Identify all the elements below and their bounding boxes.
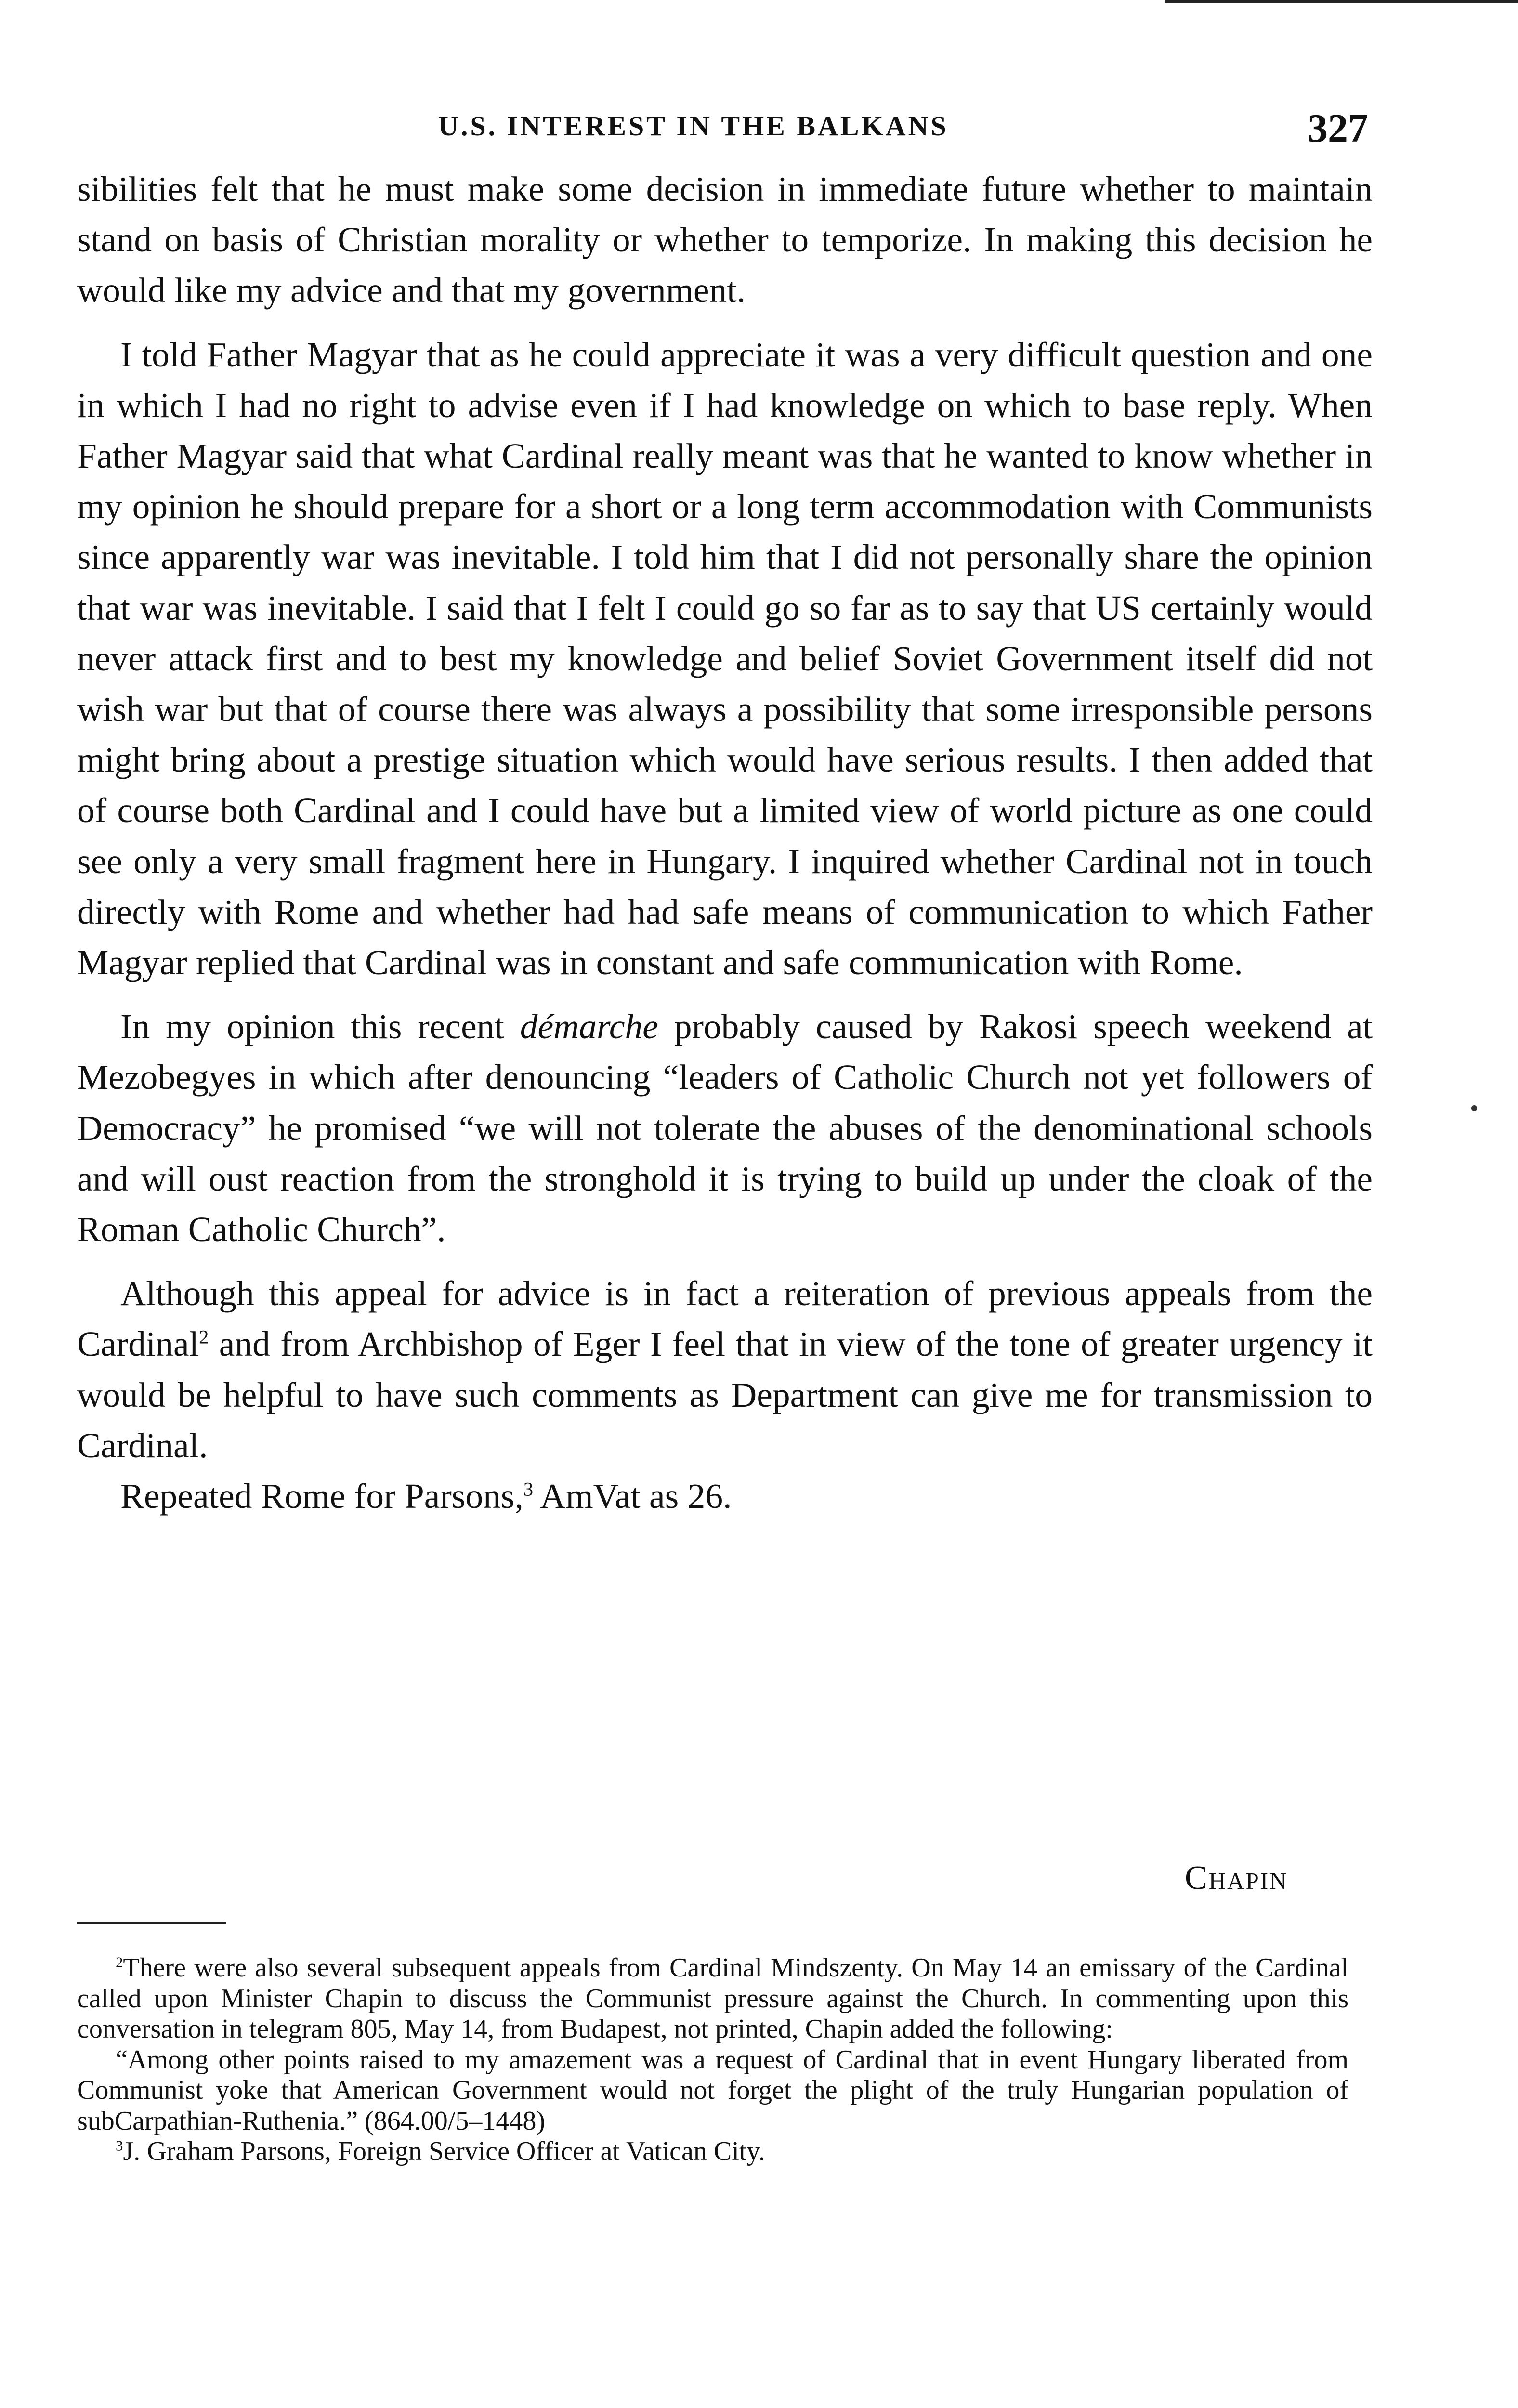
footnote-3 <box>77 2136 1348 2167</box>
footnote-2-quote: “Among other points raised to my amazement was a request of Cardinal that in event Hungary liberated from Communist yoke that American Government would not forget the plight of the truly Hungarian population of subCarpathian-Ruthenia.” (864.00/5–1448) <box>77 2044 1348 2136</box>
paragraph-3-start: In my opinion this recent <box>120 1007 520 1047</box>
footnote-2 <box>77 1953 1348 2045</box>
paragraph-4-end: and from Archbishop of Eger I feel that in view of the tone of greater urgency it would be helpful to have such comments as Department can give me for transmission to Cardinal. <box>77 1324 1373 1465</box>
footnote-2-text: There were also several subsequent appeals from Cardinal Mindszenty. On May 14 an emissary of the Cardinal called upon Minister Chapin to discuss the Communist pressure against the Church. In commenting upon this conversation in telegram 805, May 14, from Budapest, not printed, Chapin added the following: <box>77 1953 1348 2044</box>
paragraph-5-start: Repeated Rome for Parsons, <box>120 1477 523 1516</box>
footnote-3-text: J. Graham Parsons, Foreign Service Officer at Vatican City. <box>123 2136 765 2166</box>
paragraph-2: I told Father Magyar that as he could appreciate it was a very difficult question and one in which I had no right to advise even if I had knowledge on which to base reply. When Father Magyar said that what Cardinal really meant was that he wanted to know whether in my opinion he should prepare for a short or a long term accommodation with Communists since apparently war was inevitable. I told him that I did not personally share the opinion that war was inevitable. I said that I felt I could go so far as to say that US certainly would never attack first and to best my knowledge and belief Soviet Government itself did not wish war but that of course there was always a possibility that some irresponsible persons might bring about a prestige situation which would have serious results. I then added that of course both Cardinal and I could have but a limited view of world picture as one could see only a very small fragment here in Hungary. I inquired whether Cardinal not in touch directly with Rome and whether had had safe means of communication to which Father Magyar replied that Cardinal was in constant and safe communication with Rome. <box>77 335 1373 982</box>
footnote-3-mark: 3 <box>116 2137 123 2154</box>
paragraph-4 <box>77 1268 1373 1471</box>
demarche-italic: démarche <box>520 1007 658 1047</box>
paragraph-5-end: AmVat as 26. <box>533 1477 732 1516</box>
paragraph-1: sibilities felt that he must make some decision in immediate future whether to maintain stand on basis of Christian morality or whether to temporize. In making this decision he would like my advice and that my government. <box>77 170 1373 310</box>
paragraph-4-start: Although this appeal for advice is in fact a reiteration of previous appeals from the Cardinal <box>77 1274 1373 1364</box>
margin-dot <box>1471 1105 1477 1111</box>
top-edge-rule <box>1165 0 1518 3</box>
footnote-rule <box>77 1922 226 1924</box>
footnote-ref-2[interactable]: 2 <box>199 1326 209 1348</box>
signature: Chapin <box>1185 1859 1288 1897</box>
footnote-ref-3[interactable]: 3 <box>523 1478 534 1500</box>
running-head: U.S. INTEREST IN THE BALKANS <box>438 110 949 142</box>
paragraph-5 <box>77 1471 1373 1521</box>
paragraph-3 <box>77 1001 1373 1255</box>
footnotes <box>77 1953 1348 2167</box>
body-text <box>77 164 1373 1521</box>
footnote-2-mark: 2 <box>116 1954 123 1971</box>
page-number: 327 <box>1308 106 1368 151</box>
paragraph-3-end: probably caused by Rakosi speech weekend at Mezobegyes in which after denouncing “leaders of Catholic Church not yet followers of Democracy” he promised “we will not tolerate the abuses of the denominational schools and will oust reaction from the stronghold it is trying to build up under the cloak of the Roman Catholic Church”. <box>77 1007 1373 1249</box>
